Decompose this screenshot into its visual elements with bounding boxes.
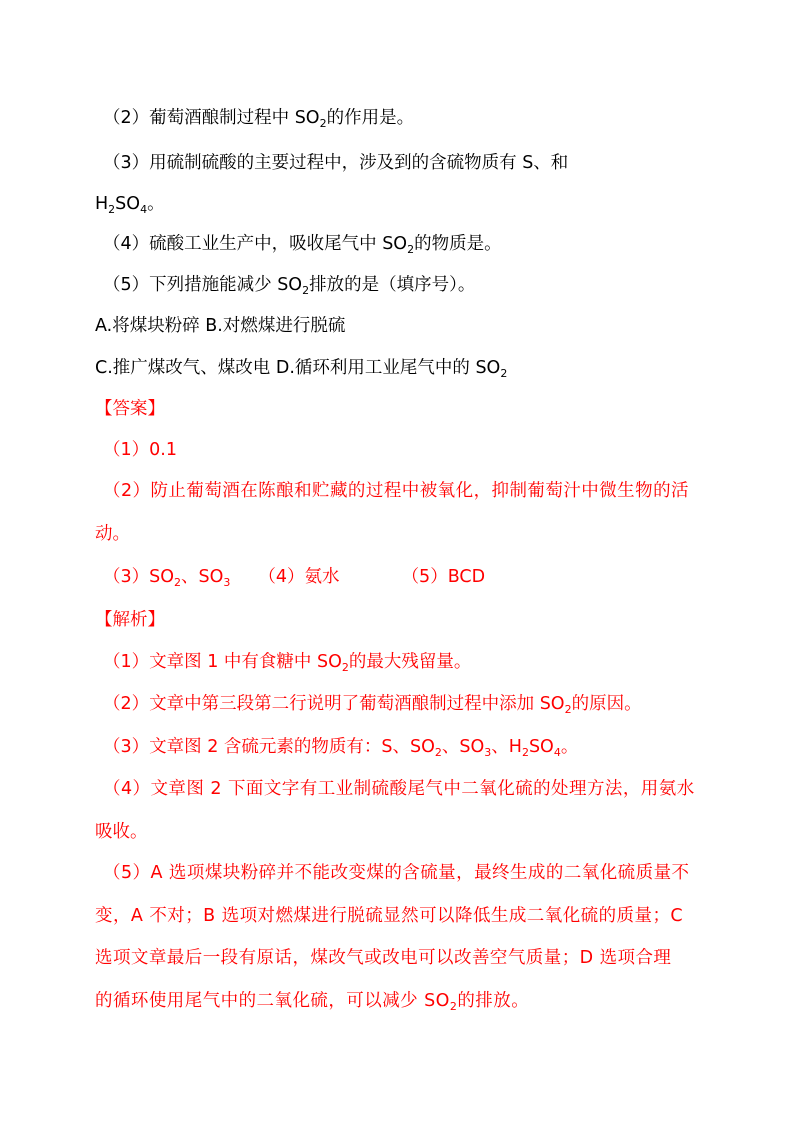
analysis-5: （5）A 选项煤块粉碎并不能改变煤的含硫量，最终生成的二氧化硫质量不: [103, 863, 690, 883]
answer-5: （5）BCD: [401, 567, 486, 587]
options-c-d: C.推广煤改气、煤改电 D.循环利用工业尾气中的 $SO_2$: [95, 358, 508, 380]
analysis-2: （2）文章中第三段第二行说明了葡萄酒酿制过程中添加 $SO_2$的原因。: [103, 694, 642, 716]
answer-2-continuation: 动。: [95, 524, 130, 544]
analysis-4-continuation: 吸收。: [95, 822, 148, 842]
analysis-5-line-3: 选项文章最后一段有原话，煤改气或改电可以改善空气质量；D 选项合理: [95, 948, 672, 968]
question-5: （5）下列措施能减少 $SO_2$排放的是（填序号）。: [103, 275, 476, 297]
analysis-heading: 【解析】: [95, 610, 165, 630]
answer-2: （2）防止葡萄酒在陈酿和贮藏的过程中被氧化，抑制葡萄汁中微生物的活: [103, 481, 689, 501]
question-2: （2）葡萄酒酿制过程中 $SO_2$的作用是。: [103, 108, 415, 130]
analysis-5-line-2: 变，A 不对；B 选项对燃煤进行脱硫显然可以降低生成二氧化硫的质量；C: [95, 906, 684, 926]
answer-4: （4）氨水: [258, 567, 340, 587]
question-4: （4）硫酸工业生产中，吸收尾气中 $SO_2$的物质是。: [103, 234, 502, 256]
analysis-5-line-4: 的循环使用尾气中的二氧化硫，可以减少 $SO_2$的排放。: [95, 991, 530, 1013]
analysis-4: （4）文章图 2 下面文字有工业制硫酸尾气中二氧化硫的处理方法，用氨水: [103, 779, 695, 799]
answer-3-4-5: $(3)SO_2$、$SO_3$ （4）氨水 （5）BCD: [103, 567, 486, 589]
analysis-1: （1）文章图 1 中有食糖中 $SO_2$的最大残留量。: [103, 652, 472, 674]
answer-1: （1）0.1: [103, 440, 177, 460]
options-a-b: A.将煤块粉碎 B.对燃煤进行脱硫: [95, 316, 346, 336]
question-3: （3）用硫制硫酸的主要过程中，涉及到的含硫物质有 S、和: [103, 153, 569, 173]
answer-heading: 【答案】: [95, 399, 165, 419]
question-3-continuation: $H_2SO_4$。: [95, 194, 165, 216]
analysis-3: （3）文章图 2 含硫元素的物质有：S、$SO_2$、$SO_3$、$H_2SO_4$。: [103, 737, 579, 759]
